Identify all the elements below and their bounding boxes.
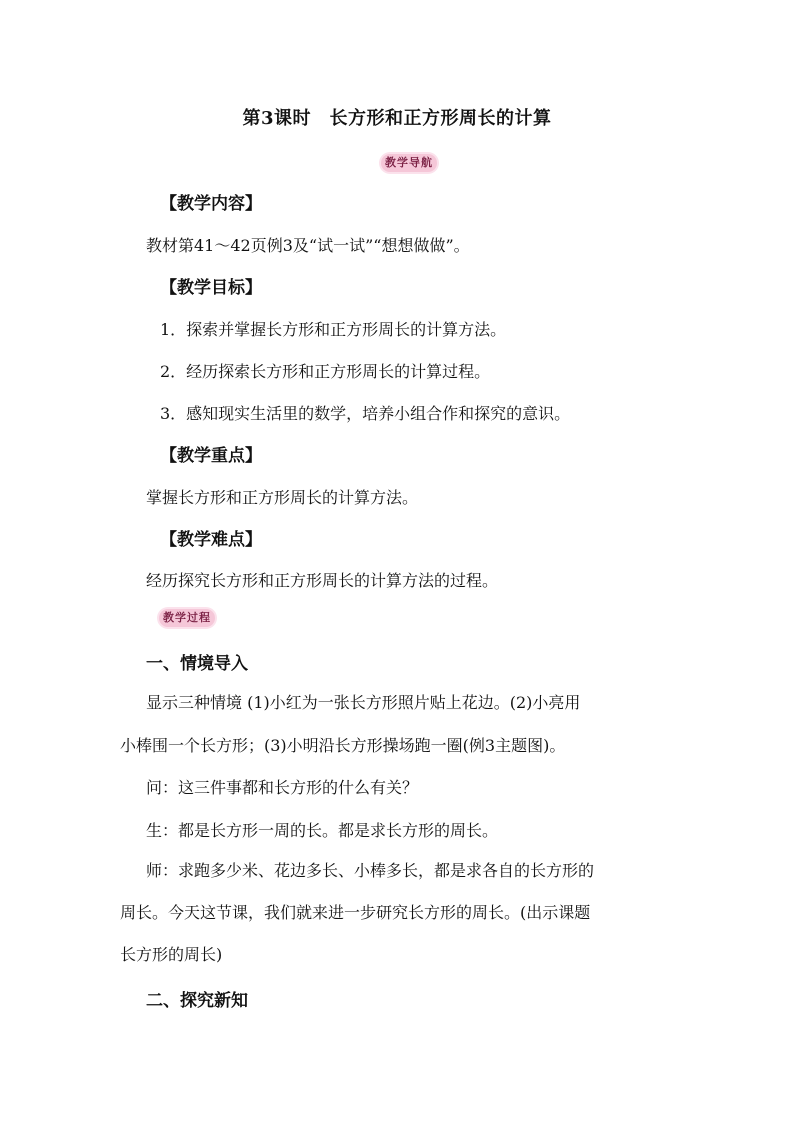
teacher-line-1: 师：求跑多少米、花边多长、小棒多长，都是求各自的长方形的 [146,861,595,880]
goal-item-3: 3．感知现实生活里的数学，培养小组合作和探究的意识。 [160,404,571,423]
key-points-heading: 【教学重点】 [160,446,262,466]
difficulties-heading: 【教学难点】 [160,530,262,550]
question-line: 问：这三件事都和长方形的什么有关？ [146,778,419,797]
content-text: 教材第41～42页例3及“试一试”“想想做做”。 [146,236,470,255]
goal-item-2: 2．经历探索长方形和正方形周长的计算过程。 [160,362,491,381]
key-points-text: 掌握长方形和正方形周长的计算方法。 [146,488,419,507]
goals-heading: 【教学目标】 [160,278,262,298]
teaching-process-badge: 教学过程 [159,609,215,627]
section-1-heading: 一、情境导入 [146,654,248,674]
teacher-line-3: 长方形的周长) [120,945,223,964]
teaching-guide-badge: 教学导航 [381,154,437,172]
content-heading: 【教学内容】 [160,194,262,214]
scenario-line-1: 显示三种情境 (1)小红为一张长方形照片贴上花边。(2)小亮用 [146,693,581,712]
goal-item-1: 1．探索并掌握长方形和正方形周长的计算方法。 [160,320,507,339]
difficulties-text: 经历探究长方形和正方形周长的计算方法的过程。 [146,571,499,590]
section-2-heading: 二、探究新知 [146,991,248,1011]
scenario-line-2: 小棒围一个长方形；(3)小明沿长方形操场跑一圈(例3主题图)。 [120,736,566,755]
teacher-line-2: 周长。今天这节课，我们就来进一步研究长方形的周长。(出示课题 [120,903,591,922]
lesson-title: 第3课时 长方形和正方形周长的计算 [242,108,552,129]
student-answer-line: 生：都是长方形一周的长。都是求长方形的周长。 [146,821,499,840]
